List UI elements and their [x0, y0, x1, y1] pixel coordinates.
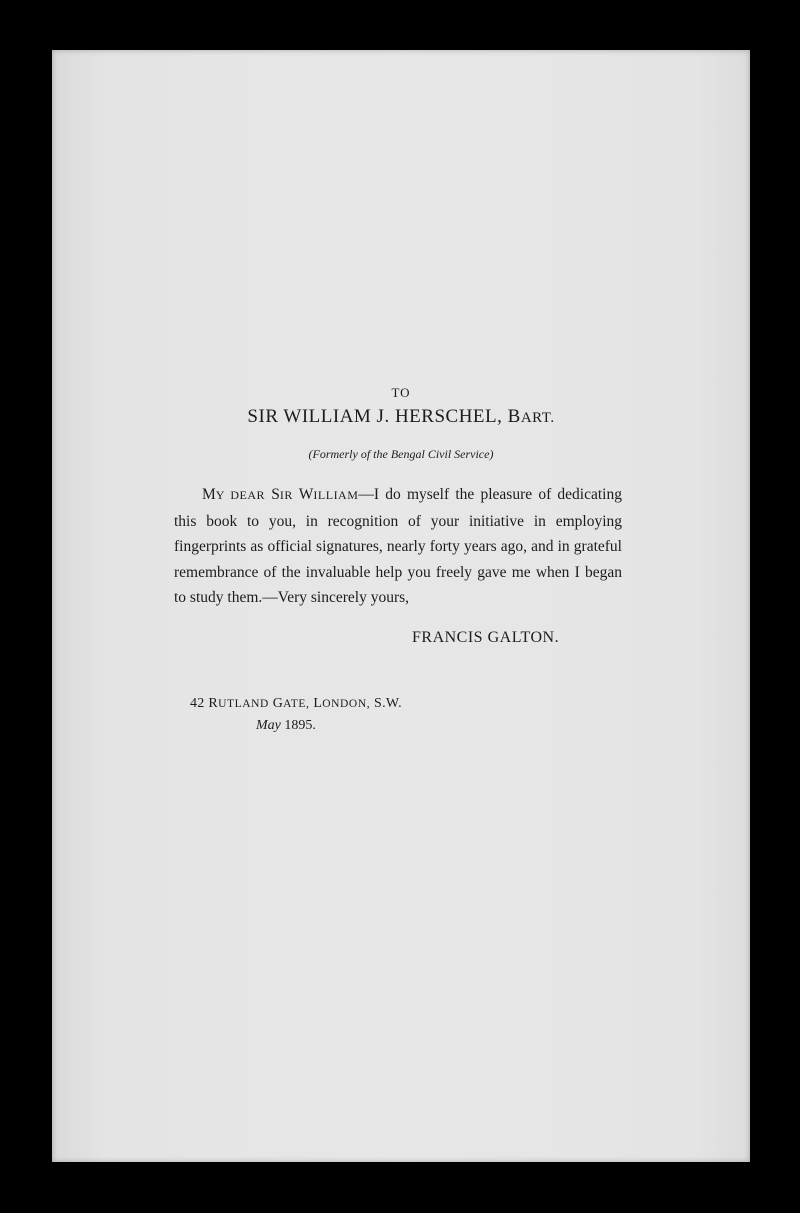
salutation-cap-3: W: [298, 486, 314, 503]
address: [190, 696, 402, 712]
book-page: [52, 50, 750, 1162]
salutation-sc-2: IR: [279, 488, 293, 502]
dedicatee-name-main: SIR WILLIAM J. HERSCHEL,: [247, 406, 503, 427]
address-sw: S.W.: [374, 696, 402, 711]
dedication-to: TO: [391, 385, 411, 400]
salutation-sc-3: ILLIAM: [313, 488, 359, 502]
dedication-letter: [174, 482, 622, 611]
date-month: May: [256, 718, 281, 733]
salutation-sc-1: Y DEAR: [215, 488, 266, 502]
address-number: 42: [190, 696, 205, 711]
dedicatee-formerly: (Formerly of the Bengal Civil Service): [308, 447, 494, 461]
address-r: R: [208, 696, 219, 711]
dedication-body: —I do myself the pleasure of dedicating this book to you, in recognition of your initiative in employing fingerprints as official signatures, nearly forty years ago, and in grateful remembrance of the invaluable help you freely gave me when I began to study them.—Very sincerely yours,: [174, 486, 622, 607]
salutation-cap-2: S: [271, 486, 280, 503]
address-utland: UTLAND: [218, 698, 269, 710]
dedicatee-name: [52, 406, 750, 428]
dedicatee-title-rest: ART.: [520, 410, 555, 426]
address-l: L: [313, 696, 323, 711]
date-year: 1895.: [284, 718, 316, 733]
address-g: G: [272, 696, 284, 711]
signature: FRANCIS GALTON.: [412, 629, 560, 646]
dedicatee-title-cap: B: [507, 406, 521, 427]
date: [256, 718, 316, 734]
salutation-cap-1: M: [202, 486, 216, 503]
address-ondon: ONDON,: [322, 698, 371, 710]
address-ate: ATE,: [283, 698, 310, 710]
